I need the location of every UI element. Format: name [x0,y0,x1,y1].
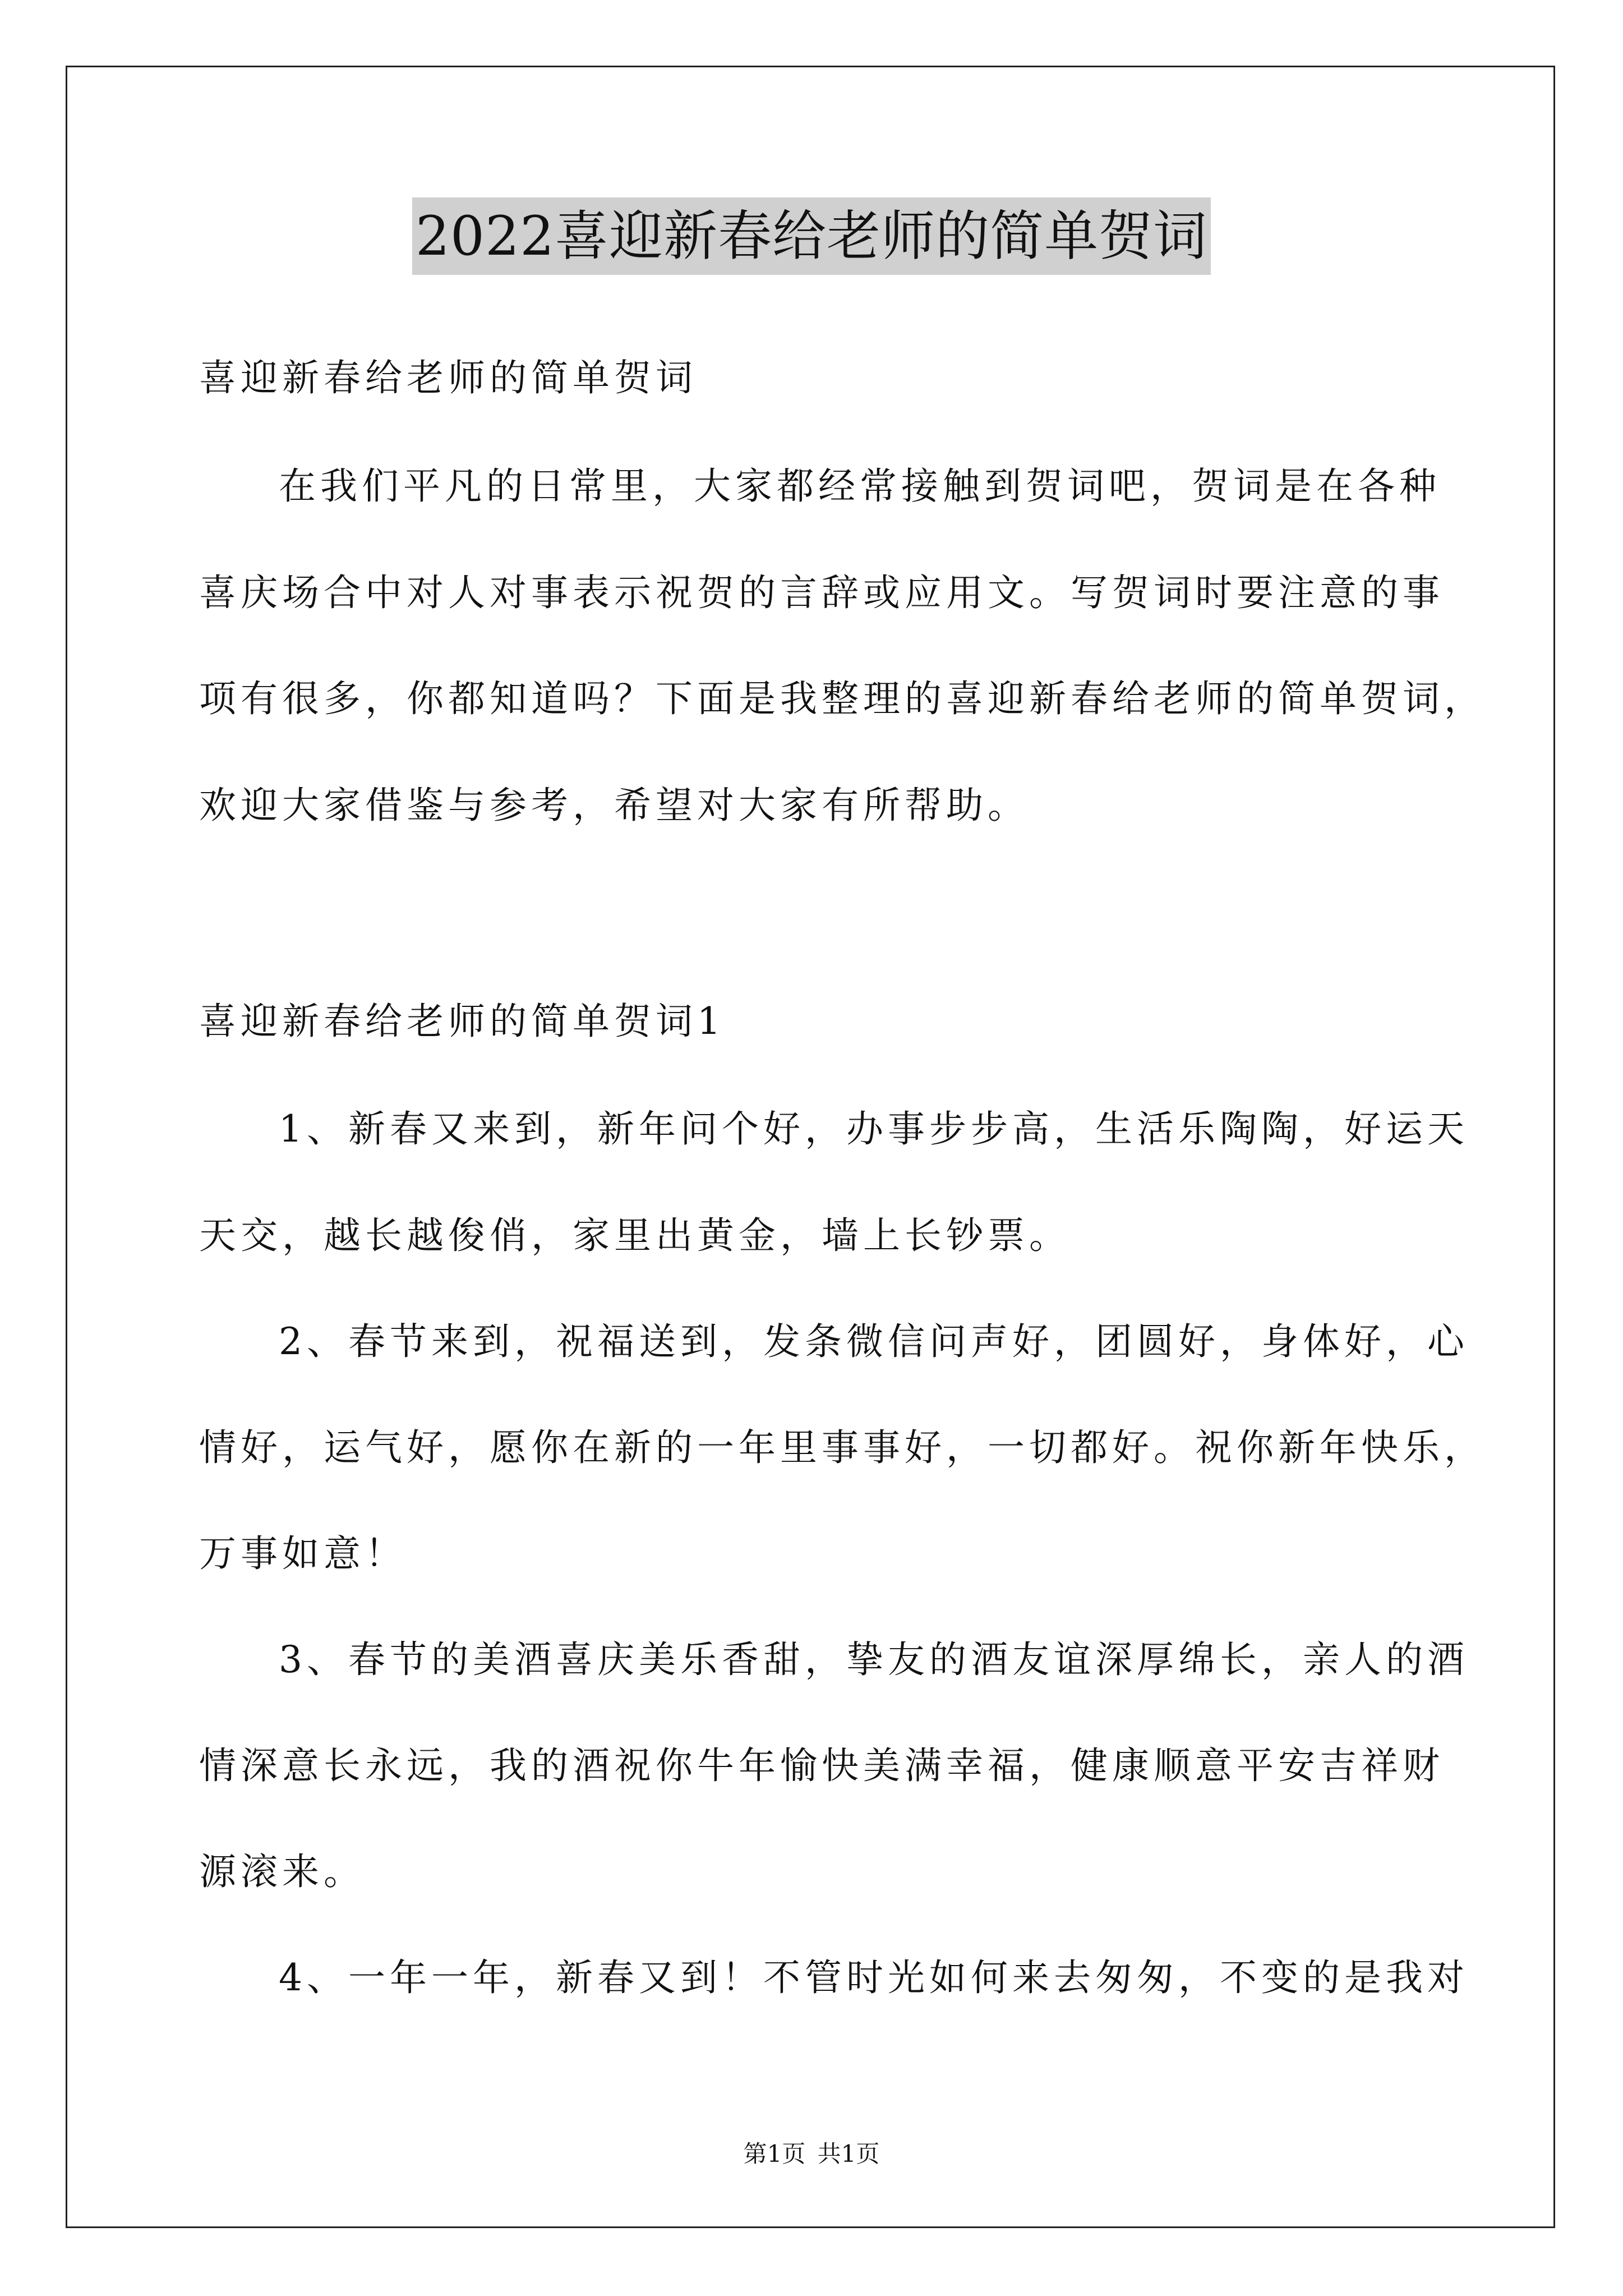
paragraph-line: 情好，运气好，愿你在新的一年里事事好，一切都好。祝你新年快乐， [199,1426,1486,1469]
paragraph-line: 欢迎大家借鉴与参考，希望对大家有所帮助。 [199,784,1029,827]
page-number: 第1页 [743,2140,806,2168]
paragraph-line: 项有很多，你都知道吗？下面是我整理的喜迎新春给老师的简单贺词， [199,677,1486,720]
paragraph-line: 1、新春又来到，新年问个好，办事步步高，生活乐陶陶，好运天 [279,1107,1469,1151]
paragraph-line: 2、春节来到，祝福送到，发条微信问声好，团圆好，身体好，心 [279,1320,1469,1363]
page-total: 共1页 [817,2140,880,2168]
paragraph-line: 3、春节的美酒喜庆美乐香甜，挚友的酒友谊深厚绵长，亲人的酒 [279,1638,1469,1681]
paragraph-line: 喜庆场合中对人对事表示祝贺的言辞或应用文。写贺词时要注意的事 [199,571,1444,614]
document-title: 2022喜迎新春给老师的简单贺词 [412,197,1211,275]
page-footer [0,2138,1623,2170]
paragraph-line: 在我们平凡的日常里，大家都经常接触到贺词吧，贺词是在各种 [279,464,1441,508]
paragraph-line: 天交，越长越俊俏，家里出黄金，墙上长钞票。 [199,1214,1071,1257]
paragraph-line: 源滚来。 [199,1850,365,1893]
subtitle-line: 喜迎新春给老师的简单贺词 [199,356,697,399]
paragraph-line: 情深意长永远，我的酒祝你牛年愉快美满幸福，健康顺意平安吉祥财 [199,1744,1444,1787]
paragraph-line: 万事如意！ [199,1532,407,1575]
title-container [0,197,1623,275]
section-heading: 喜迎新春给老师的简单贺词1 [199,1000,725,1043]
paragraph-line: 4、一年一年，新春又到！不管时光如何来去匆匆，不变的是我对 [279,1956,1469,1999]
